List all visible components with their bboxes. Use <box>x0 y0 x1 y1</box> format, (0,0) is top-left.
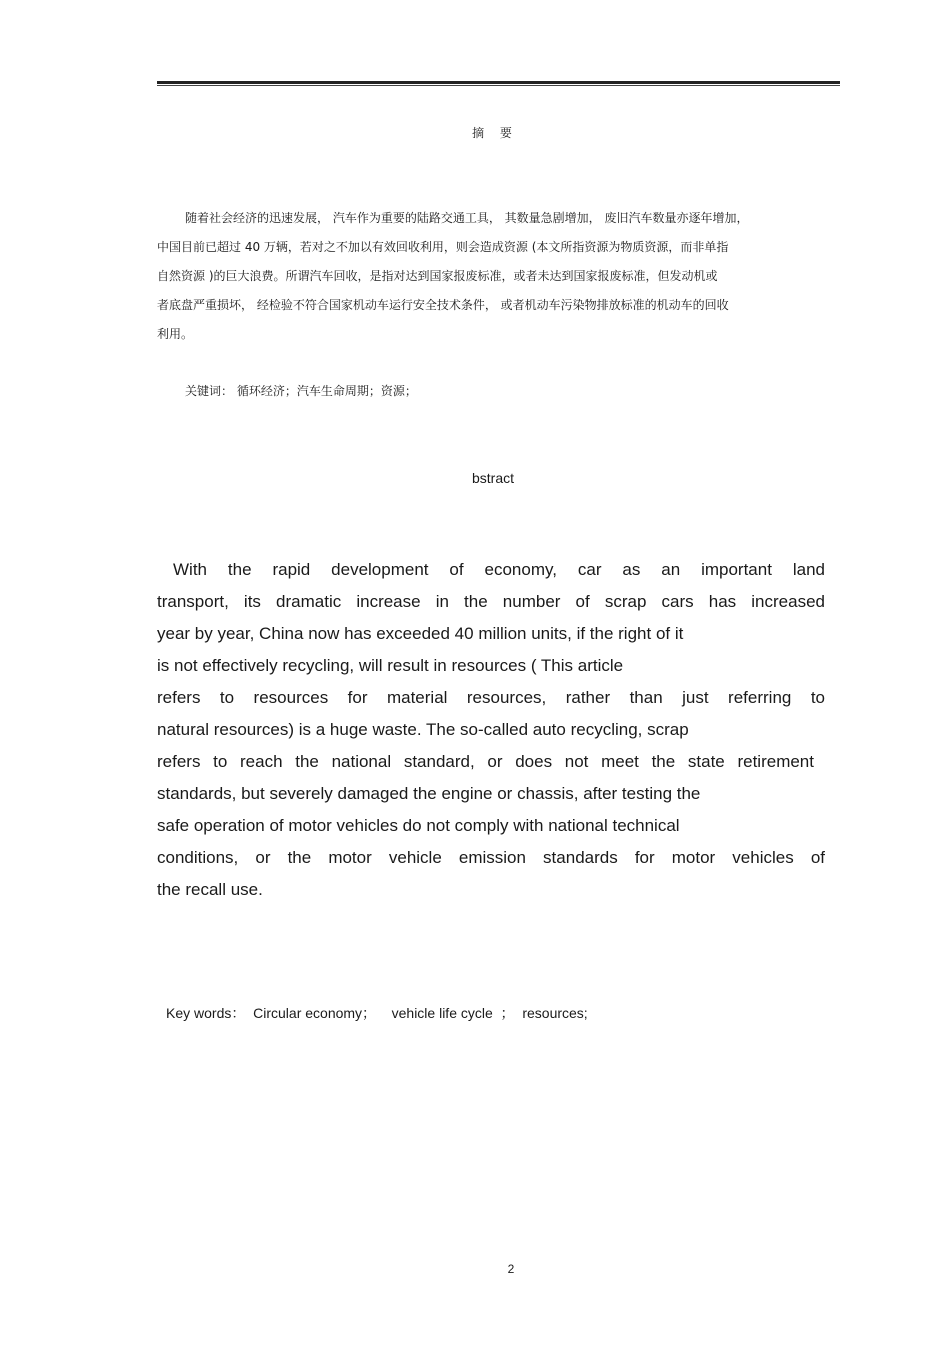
abstract-en-line-3: year by year, China now has exceeded 40 million units, if the right of it <box>157 624 684 643</box>
abstract-cn-line-3: 自然资源 )的巨大浪费。所谓汽车回收，是指对达到国家报废标准，或者未达到国家报废标准，但发动机或 <box>157 269 718 283</box>
abstract-en-line-2: transport, its dramatic increase in the number of scrap cars has increased <box>157 592 825 611</box>
abstract-en-line-8: standards, but severely damaged the engine or chassis, after testing the <box>157 784 701 803</box>
abstract-en-line-1: With the rapid development of economy, car as an important land <box>173 560 825 579</box>
abstract-en-line-4: is not effectively recycling, will result in resources ( This article <box>157 656 624 675</box>
abstract-en-keywords: Key words： Circular economy； vehicle life cycle ； resources; <box>166 1005 588 1021</box>
abstract-en-line-6: natural resources) is a huge waste. The so-called auto recycling, scrap <box>157 720 689 739</box>
abstract-cn-line-5: 利用。 <box>157 327 194 341</box>
page-number: 2 <box>507 1262 515 1276</box>
abstract-en-line-7: refers to reach the national standard, or does not meet the state retirement <box>157 752 814 771</box>
abstract-cn-title: 摘 要 <box>472 126 518 140</box>
abstract-en-line-11: the recall use. <box>157 880 263 899</box>
abstract-cn-keywords: 关键词： 循环经济；汽车生命周期；资源； <box>185 384 417 398</box>
abstract-cn-line-1: 随着社会经济的迅速发展， 汽车作为重要的陆路交通工具， 其数量急剧增加， 废旧汽车数量亦逐年增加， <box>185 211 749 225</box>
header-rule-thin <box>157 85 840 86</box>
abstract-en-title: bstract <box>471 470 514 486</box>
header-rule-thick <box>157 81 840 84</box>
abstract-cn-line-2: 中国目前已超过 40 万辆，若对之不加以有效回收利用，则会造成资源 (本文所指资源为物质资源，而非单指 <box>157 240 729 254</box>
abstract-en-line-5: refers to resources for material resources, rather than just referring to <box>157 688 825 707</box>
abstract-en-line-9: safe operation of motor vehicles do not comply with national technical <box>157 816 680 835</box>
abstract-cn-line-4: 者底盘严重损坏， 经检验不符合国家机动车运行安全技术条件， 或者机动车污染物排放标准的机动车的回收 <box>157 298 729 312</box>
abstract-en-line-10: conditions, or the motor vehicle emission standards for motor vehicles of <box>157 848 825 867</box>
